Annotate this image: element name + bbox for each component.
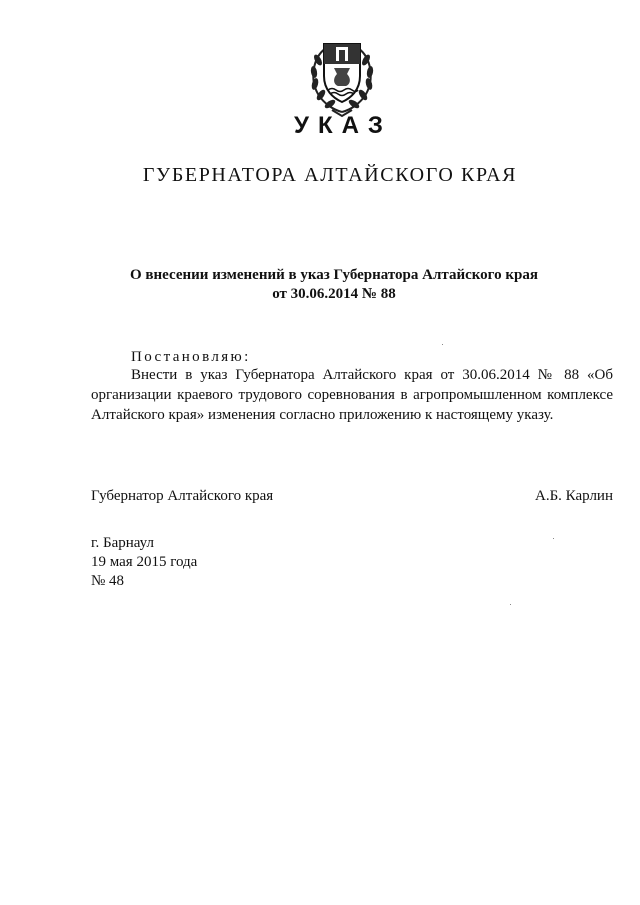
document-number: № 48	[91, 573, 125, 589]
document-subject	[100, 266, 568, 304]
issue-date: 19 мая 2015 года	[91, 554, 198, 570]
issue-city: г. Барнаул	[91, 535, 154, 551]
resolve-word: Постановляю:	[131, 349, 251, 365]
body-paragraph: Внести в указ Губернатора Алтайского края от 30.06.2014 № 88 «Об организации краевого трудового соревнования в агропромышленном комплексе Алтайского края» изменения согласно приложению к настоящему указу.	[91, 367, 613, 423]
scan-speck	[510, 604, 511, 605]
signature-block	[91, 488, 613, 505]
subject-line-2: от 30.06.2014 № 88	[272, 286, 396, 302]
document-meta	[91, 534, 197, 591]
coat-of-arms-icon	[304, 36, 380, 118]
signer-name: А.Б. Карлин	[534, 488, 613, 504]
document-title: УКАЗ	[294, 112, 392, 139]
issuer-heading: ГУБЕРНАТОРА АЛТАЙСКОГО КРАЯ	[142, 164, 518, 186]
signer-position: Губернатор Алтайского края	[91, 488, 274, 504]
subject-line-1: О внесении изменений в указ Губернатора Алтайского края	[130, 267, 538, 283]
scan-speck	[553, 538, 554, 539]
scan-speck	[442, 344, 443, 345]
